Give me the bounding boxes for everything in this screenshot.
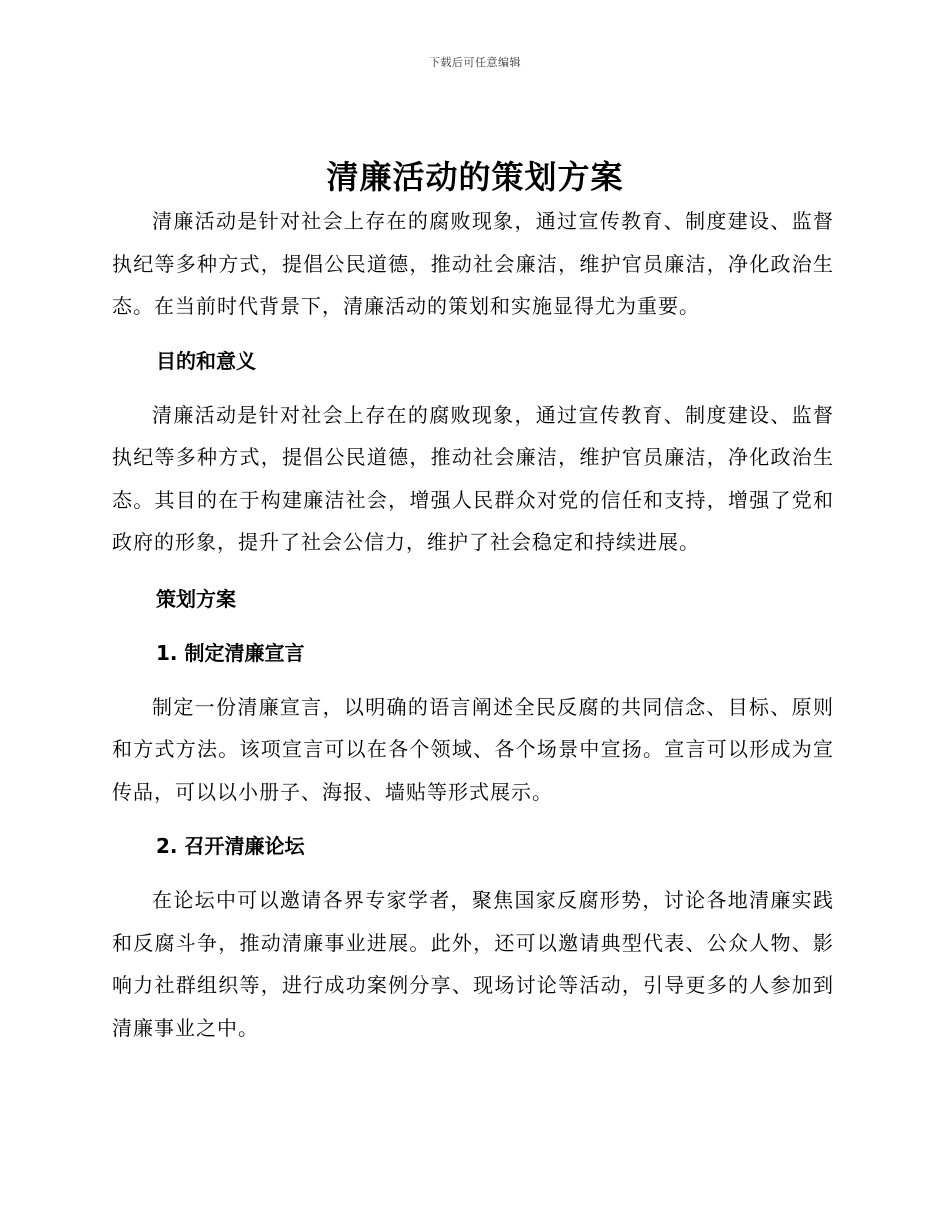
section-heading-plan: 策划方案: [156, 586, 236, 611]
subheading-declaration: 1. 制定清廉宣言: [156, 640, 305, 665]
header-note: 下载后可任意编辑: [429, 56, 521, 69]
document-title: 清廉活动的策划方案: [326, 158, 624, 196]
subheading-forum: 2. 召开清廉论坛: [156, 834, 305, 858]
forum-paragraph: 在论坛中可以邀请各界专家学者，聚焦国家反腐形势，讨论各地清廉实践和反腐斗争，推动清廉事业进展。此外，还可以邀请典型代表、公众人物、影响力社群组织等，进行成功案例分享、现场讨论等活动，引导更多的人参加到清廉事业之中。: [112, 888, 834, 1040]
section-heading-purpose: 目的和意义: [156, 348, 256, 373]
intro-paragraph: 清廉活动是针对社会上存在的腐败现象，通过宣传教育、制度建设、监督执纪等多种方式，提倡公民道德，推动社会廉洁，维护官员廉洁，净化政治生态。在当前时代背景下，清廉活动的策划和实施显得尤为重要。: [112, 209, 834, 318]
purpose-paragraph: 清廉活动是针对社会上存在的腐败现象，通过宣传教育、制度建设、监督执纪等多种方式，提倡公民道德，推动社会廉洁，维护官员廉洁，净化政治生态。其目的在于构建廉洁社会，增强人民群众对党的信任和支持，增强了党和政府的形象，提升了社会公信力，维护了社会稳定和持续进展。: [112, 402, 834, 554]
declaration-paragraph: 制定一份清廉宣言，以明确的语言阐述全民反腐的共同信念、目标、原则和方式方法。该项宣言可以在各个领域、各个场景中宣扬。宣言可以形成为宣传品，可以以小册子、海报、墙贴等形式展示。: [112, 694, 834, 804]
document-body: [112, 200, 834, 1049]
